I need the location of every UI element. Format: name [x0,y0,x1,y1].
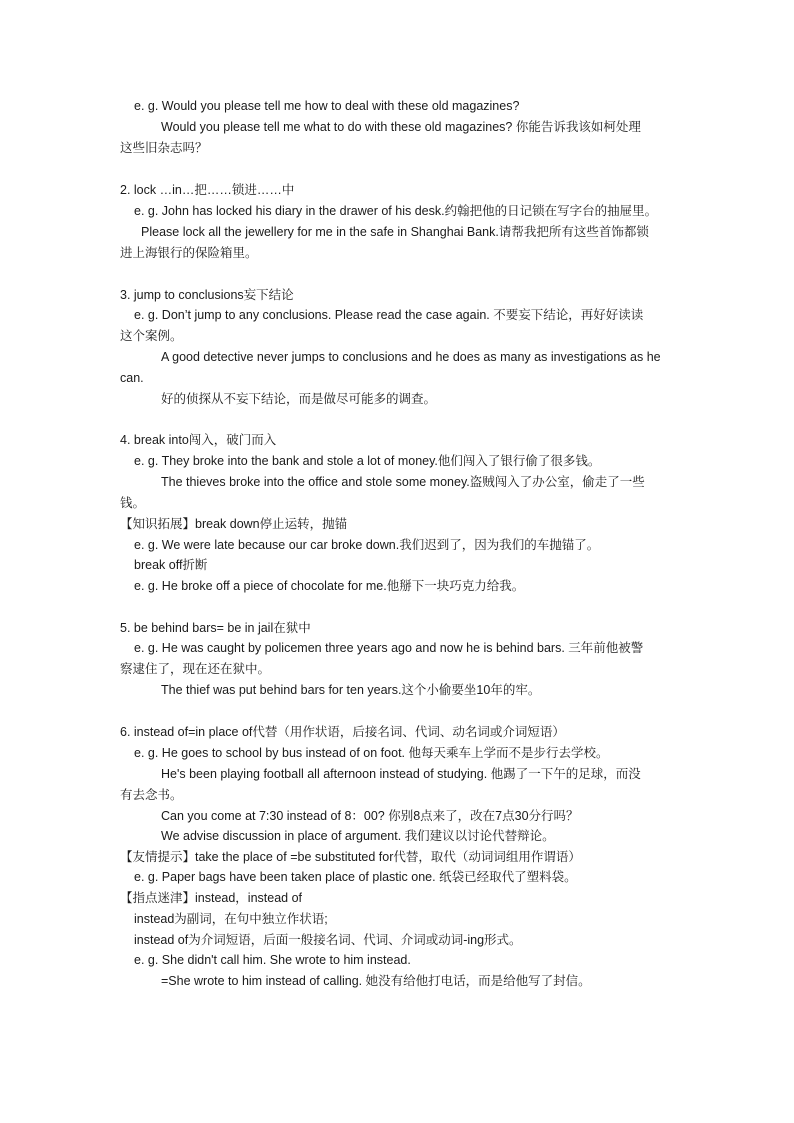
section-heading: 6. instead of=in place of代替（用作状语，后接名词、代词、动名词或介词短语） [120,725,565,739]
text-line: The thieves broke into the office and stole some money.盗贼闯入了办公室，偷走了一些 [161,475,645,489]
text-line: We advise discussion in place of argument. 我们建议以讨论代替辩论。 [161,829,555,843]
friendly-tip-label: 【友情提示】take the place of =be substituted for代替，取代（动词词组用作谓语） [120,850,581,864]
text-line: 这些旧杂志吗？ [120,141,208,155]
text-line: 钱。 [120,496,146,510]
text-line: can. [120,371,144,385]
text-line: Can you come at 7:30 instead of 8：00? 你别8点来了，改在7点30分行吗？ [161,809,579,823]
text-line: e. g. John has locked his diary in the drawer of his desk.约翰把他的日记锁在写字台的抽屉里。 [134,204,658,218]
text-line: A good detective never jumps to conclusions and he does as many as investigations as he [161,350,661,364]
text-line: Please lock all the jewellery for me in the safe in Shanghai Bank.请帮我把所有这些首饰都锁 [141,225,649,239]
section-heading: 4. break into闯入，破门而入 [120,433,277,447]
text-line: He's been playing football all afternoon instead of studying. 他踢了一下午的足球，而没 [161,767,641,781]
text-line: e. g. Don’t jump to any conclusions. Please read the case again. 不要妄下结论，再好好读读 [134,308,644,322]
text-line: instead of为介词短语，后面一般接名词、代词、介词或动词-ing形式。 [134,933,522,947]
guidance-label: 【指点迷津】instead，instead of [120,891,303,905]
text-line: e. g. We were late because our car broke down.我们迟到了，因为我们的车抛锚了。 [134,538,600,552]
text-line: e. g. Paper bags have been taken place of plastic one. 纸袋已经取代了塑料袋。 [134,870,577,884]
section-heading: 2. lock …in…把……锁进……中 [120,183,295,197]
text-line: =She wrote to him instead of calling. 她没有给他打电话，而是给他写了封信。 [161,974,591,988]
text-line: e. g. Would you please tell me how to deal with these old magazines? [134,99,520,113]
section-heading: 3. jump to conclusions妄下结论 [120,288,294,302]
text-line: 进上海银行的保险箱里。 [120,246,258,260]
text-line: 有去念书。 [120,788,183,802]
text-line: e. g. He broke off a piece of chocolate for me.他掰下一块巧克力给我。 [134,579,525,593]
knowledge-extension-label: 【知识拓展】break down停止运转，抛锚 [120,517,348,531]
text-line: 察逮住了，现在还在狱中。 [120,662,271,676]
text-line: e. g. He goes to school by bus instead of on foot. 他每天乘车上学而不是步行去学校。 [134,746,609,760]
text-line: 这个案例。 [120,329,183,343]
section-heading: 5. be behind bars= be in jail在狱中 [120,621,311,635]
text-line: e. g. They broke into the bank and stole a lot of money.他们闯入了银行偷了很多钱。 [134,454,601,468]
text-line: e. g. He was caught by policemen three years ago and now he is behind bars. 三年前他被警 [134,641,644,655]
text-line: instead为副词，在句中独立作状语; [134,912,328,926]
text-line: e. g. She didn't call him. She wrote to him instead. [134,953,411,967]
text-line: Would you please tell me what to do with these old magazines? 你能告诉我该如柯处理 [161,120,641,134]
text-line: break off折断 [134,558,208,572]
text-line: The thief was put behind bars for ten years.这个小偷要坐10年的牢。 [161,683,541,697]
text-line: 好的侦探从不妄下结论，而是做尽可能多的调查。 [161,392,437,406]
